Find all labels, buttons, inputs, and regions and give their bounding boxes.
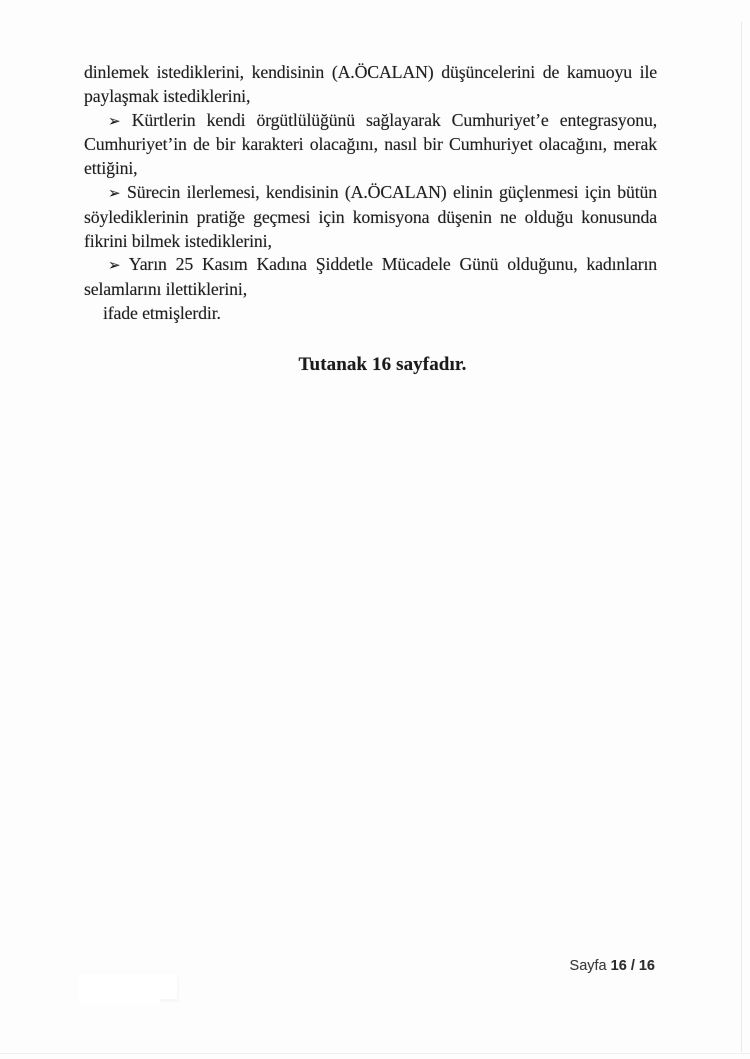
text-line: dinlemek istediklerini, kendisinin (A.ÖCALAN) düşüncelerini de kamuoyu ile (84, 62, 657, 82)
whiteout-patch-step (79, 979, 160, 1004)
page-number: 16 / 16 (610, 958, 655, 974)
bullet-line (84, 109, 657, 134)
whiteout-patch (79, 974, 177, 999)
document-body-text (84, 61, 657, 377)
text-line: Yarın 25 Kasım Kadına Şiddetle Mücadele Günü olduğunu, kadınların (128, 254, 657, 275)
page-number-footer (570, 958, 655, 974)
bullet-line (84, 253, 657, 278)
arrow-bullet-icon: ➢ (108, 111, 121, 130)
scan-edge-line (0, 1053, 750, 1054)
arrow-bullet-icon: ➢ (108, 256, 121, 275)
text-line: fikrini bilmek istediklerini, (84, 230, 272, 251)
page-count-statement: Tutanak 16 sayfadır. (298, 353, 467, 375)
text-line: ettiğini, (84, 158, 138, 179)
arrow-bullet-icon: ➢ (108, 183, 121, 202)
bullet-line (84, 181, 657, 206)
footer-label: Sayfa (569, 958, 607, 974)
scan-edge-line (741, 22, 742, 1052)
text-line: paylaşmak istediklerini, (84, 85, 251, 106)
text-line: Sürecin ilerlemesi, kendisinin (A.ÖCALAN) elinin güçlenmesi için bütün (126, 181, 657, 202)
text-line: selamlarını ilettiklerini, (84, 279, 247, 300)
closing-line: ifade etmişlerdir. (103, 302, 221, 323)
text-line: söylediklerinin pratiğe geçmesi için komisyona düşenin ne olduğu konusunda (84, 206, 657, 227)
text-line: Kürtlerin kendi örgütlülüğünü sağlayarak Cumhuriyet’e entegrasyonu, (131, 109, 658, 130)
text-line: Cumhuriyet’in de bir karakteri olacağını, nasıl bir Cumhuriyet olacağını, merak (84, 134, 657, 155)
